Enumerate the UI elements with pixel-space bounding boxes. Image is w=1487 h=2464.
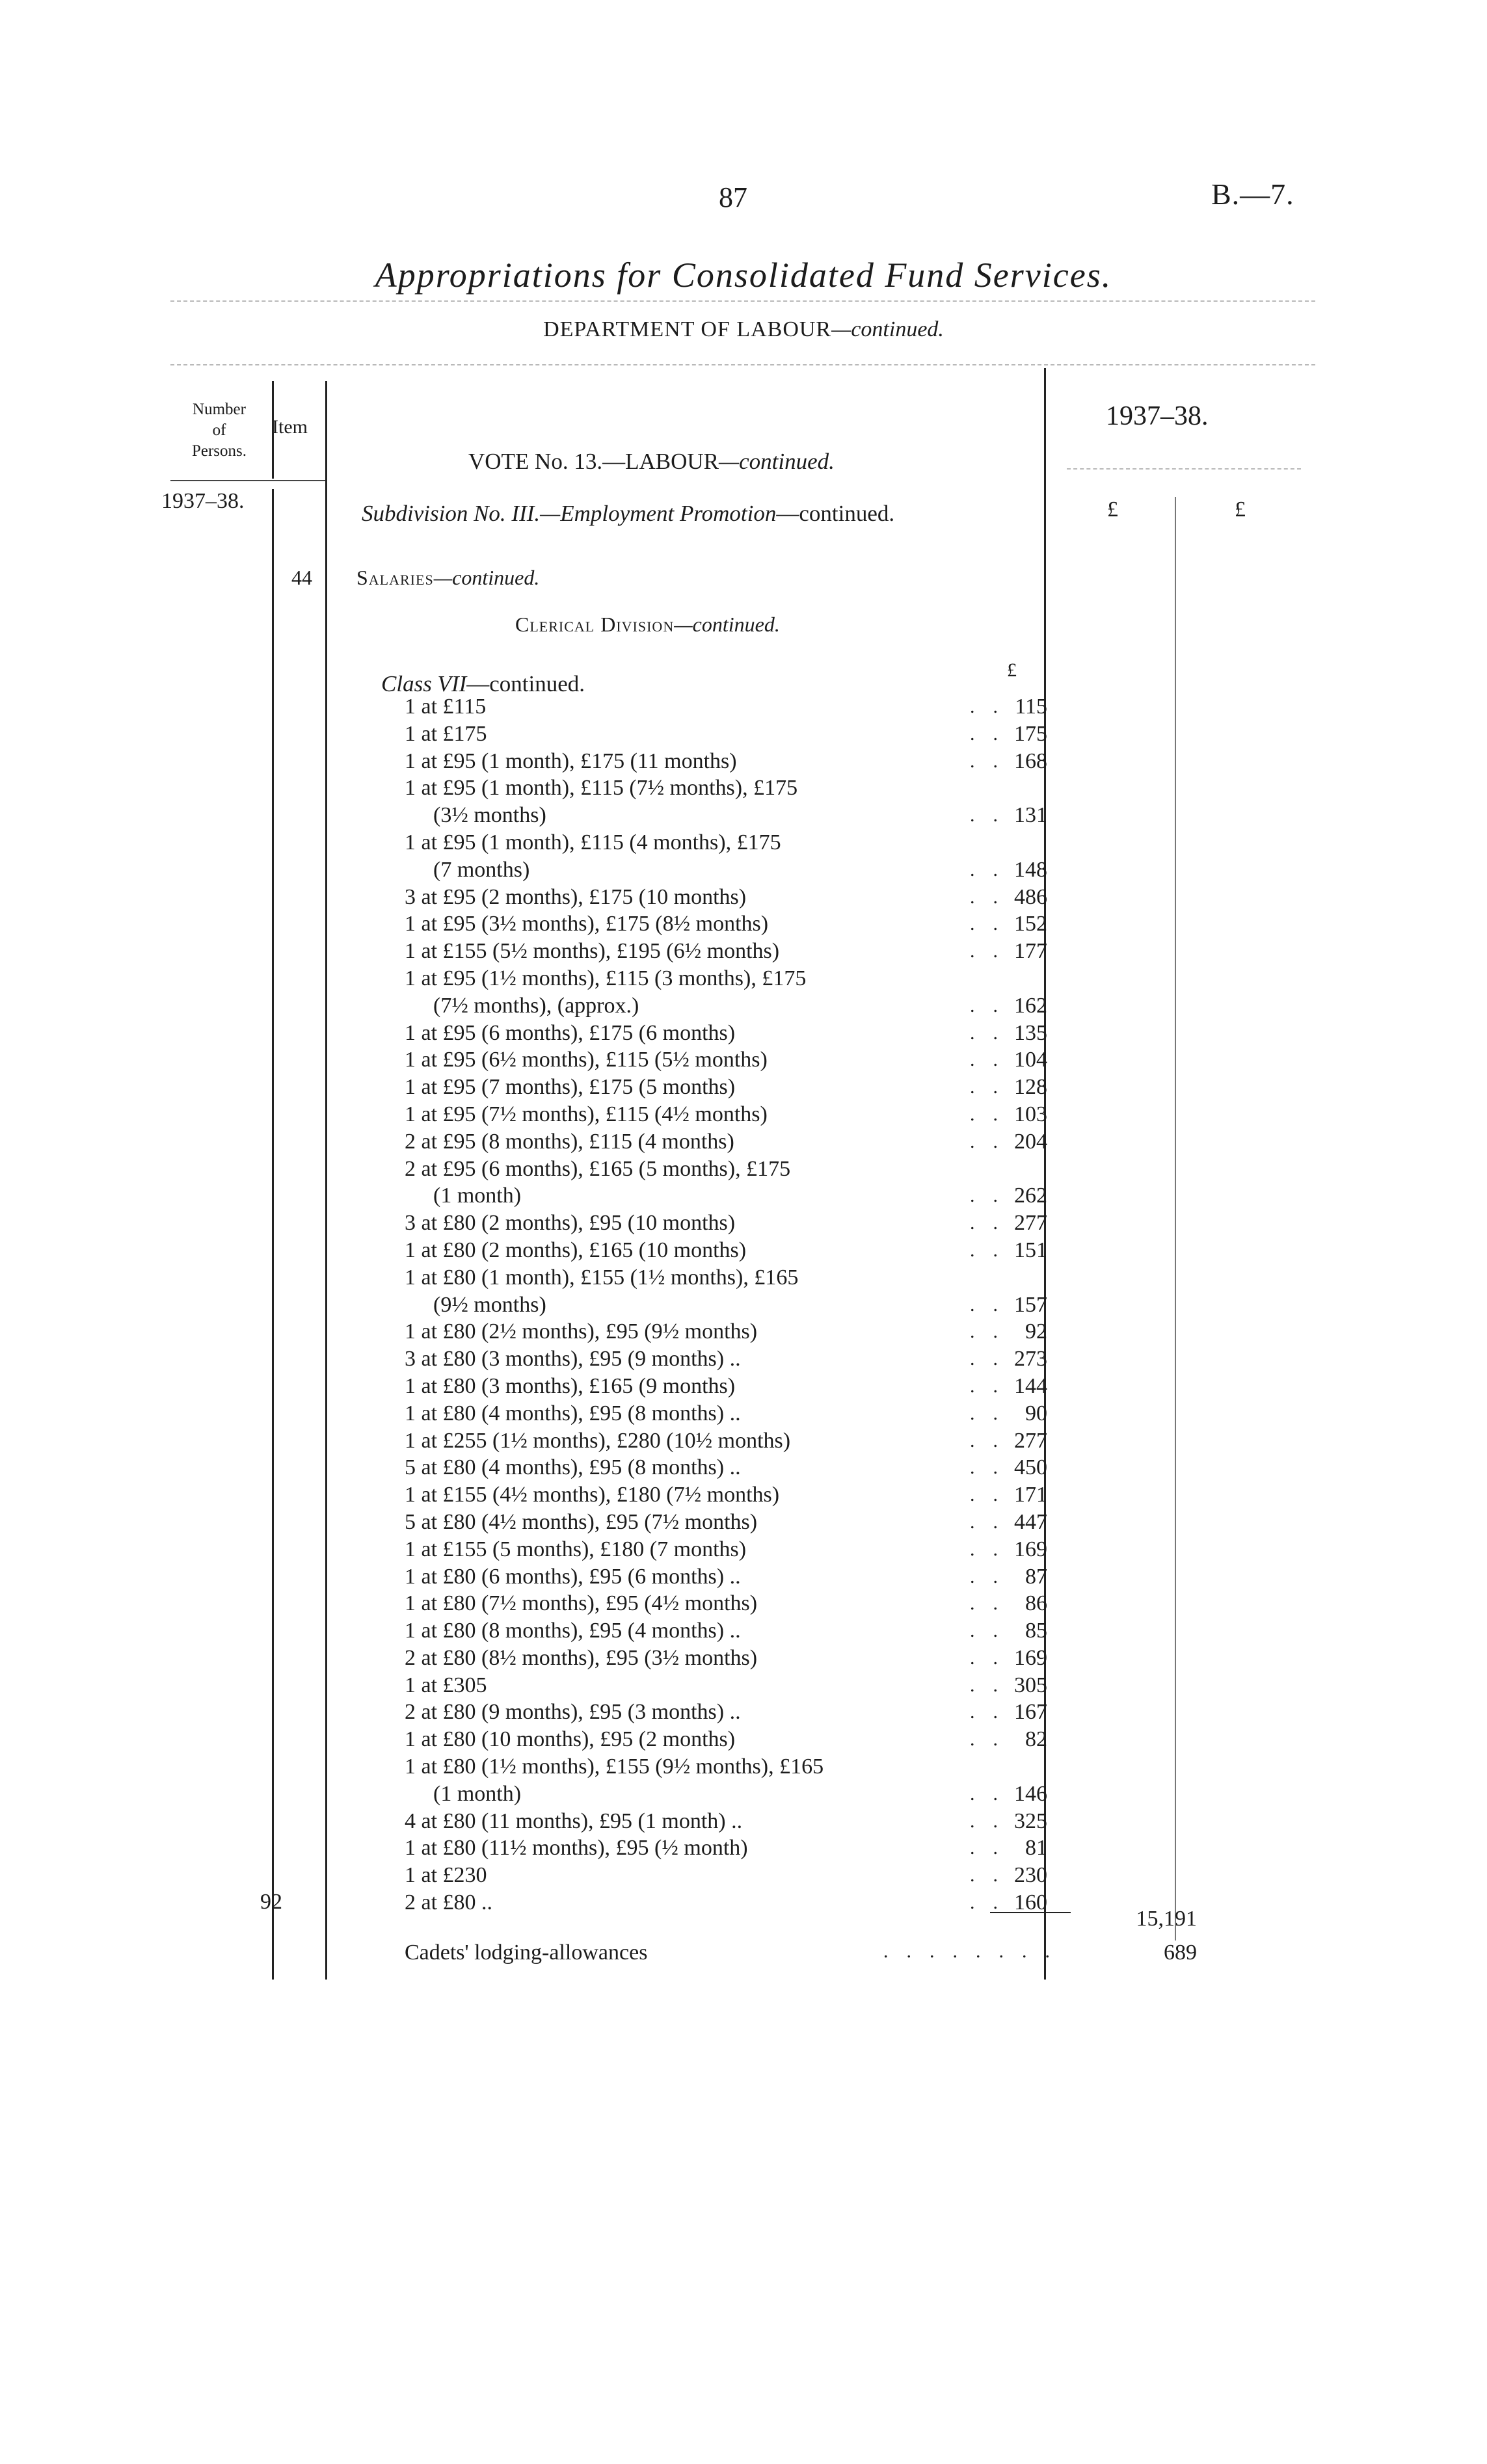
salary-entry-amount — [956, 829, 1047, 856]
salary-entry — [405, 1345, 1016, 1373]
salary-entry-text: 3 at £80 (3 months), £95 (9 months) .. — [405, 1347, 741, 1371]
salary-entry-text: 5 at £80 (4 months), £95 (8 months) .. — [405, 1455, 741, 1480]
salary-entry-text: (1 month) — [433, 1781, 522, 1806]
salary-entry-amount: 277 — [1014, 1428, 1047, 1453]
salary-entry — [405, 1427, 1016, 1455]
salary-entry-amount: 90 — [1025, 1401, 1047, 1425]
salary-entry — [405, 721, 1016, 748]
leader-dots: .. — [970, 1782, 1016, 1805]
salary-entry-amount: 128 — [1014, 1075, 1047, 1100]
salary-entry-amount: 81 — [1025, 1836, 1047, 1861]
persons-header-line: of — [212, 421, 226, 439]
salary-entry — [405, 1210, 1016, 1237]
salary-entry-amount: 447 — [1014, 1509, 1047, 1534]
salary-entry-amount: 175 — [1014, 721, 1047, 746]
leader-dots: .. — [970, 1103, 1016, 1125]
salary-entry-text: 2 at £80 (8½ months), £95 (3½ months) — [405, 1645, 758, 1670]
salary-entry-amount — [956, 775, 1047, 802]
salary-entry-amount: 115 — [1015, 695, 1047, 719]
salary-entry-text: 1 at £230 — [405, 1863, 487, 1888]
salary-entry-text: 2 at £80 (9 months), £95 (3 months) .. — [405, 1700, 741, 1725]
salary-entry — [405, 1726, 1016, 1753]
salary-entry — [405, 1237, 1016, 1264]
salary-entry-text: 1 at £80 (1 month), £155 (1½ months), £165 — [405, 1265, 799, 1290]
leader-dots: .. — [970, 1293, 1016, 1316]
leader-dots: .. — [970, 886, 1016, 908]
salary-entry — [405, 1101, 1016, 1128]
persons-column-divider — [272, 489, 274, 1980]
salary-entry-text: 5 at £80 (4½ months), £95 (7½ months) — [405, 1509, 758, 1534]
salaries-suffix: —continued. — [433, 566, 540, 589]
salary-entry-amount: 450 — [1014, 1455, 1047, 1480]
salaries-title: Salaries — [356, 566, 434, 589]
salary-entry — [405, 1536, 1016, 1563]
salary-entry-text: 3 at £80 (2 months), £95 (10 months) — [405, 1211, 736, 1236]
salary-entry-amount: 325 — [1014, 1808, 1047, 1833]
salary-entry — [405, 1563, 1016, 1591]
salary-entry-amount: 277 — [1014, 1211, 1047, 1236]
salary-entry-text: 1 at £80 (3 months), £165 (9 months) — [405, 1373, 736, 1398]
salary-entry — [405, 829, 1016, 856]
leader-dots: .. — [970, 1076, 1016, 1098]
clerical-title: Clerical Division — [515, 613, 675, 636]
leader-dots: .. — [970, 750, 1016, 772]
salary-entry-text: 1 at £95 (7 months), £175 (5 months) — [405, 1075, 736, 1100]
salary-entry-amount: 169 — [1014, 1645, 1047, 1670]
salary-entry-text: (7½ months), (approx.) — [433, 993, 639, 1018]
salary-entry-text: 1 at £305 — [405, 1673, 487, 1697]
salary-entry-amount: 104 — [1014, 1048, 1047, 1072]
salary-entry-text: 1 at £80 (8 months), £95 (4 months) .. — [405, 1619, 741, 1643]
leader-dots: .. — [970, 696, 1016, 717]
cadets-row — [405, 1941, 1068, 1965]
salary-entry — [405, 1808, 1016, 1835]
salary-entry — [405, 1264, 1016, 1292]
salary-entry-text: 1 at £95 (1 month), £115 (7½ months), £175 — [405, 776, 798, 801]
salary-entry-text: 2 at £80 .. — [405, 1890, 493, 1915]
salaries-heading — [356, 566, 539, 590]
salary-entry — [405, 1590, 1016, 1617]
salary-entry-amount: 160 — [1014, 1890, 1047, 1915]
salary-entry-text: 4 at £80 (11 months), £95 (1 month) .. — [405, 1808, 743, 1833]
department-name: DEPARTMENT OF LABOUR — [543, 317, 832, 341]
salary-entry — [405, 884, 1016, 911]
leader-dots: .. — [970, 1484, 1016, 1506]
subdivision-heading — [362, 501, 894, 527]
salary-entry — [405, 1753, 1016, 1781]
leader-dots: .. — [970, 1837, 1016, 1859]
salary-entry-amount: 230 — [1014, 1863, 1047, 1888]
salary-entry-text: 1 at £155 (5½ months), £195 (6½ months) — [405, 939, 780, 964]
cadets-label: Cadets' lodging-allowances — [405, 1941, 648, 1965]
salary-entry — [405, 1617, 1016, 1645]
leader-dots: .. — [970, 1429, 1016, 1451]
class-suffix: —continued. — [466, 671, 585, 696]
salary-entry-amount: 273 — [1014, 1347, 1047, 1371]
sum-rule — [990, 1912, 1071, 1913]
vote-suffix: —continued. — [718, 449, 835, 474]
persons-year-label: 1937–38. — [161, 489, 245, 513]
class-title: Class VII — [381, 671, 467, 696]
salary-entry — [405, 1862, 1016, 1889]
salary-entry-text: 1 at £255 (1½ months), £280 (10½ months) — [405, 1428, 791, 1453]
leader-dots: .. — [970, 858, 1016, 881]
salary-entry-text: 1 at £80 (2½ months), £95 (9½ months) — [405, 1319, 758, 1344]
leader-dots: .. — [970, 1022, 1016, 1044]
leader-dots: .. — [970, 1593, 1016, 1615]
leader-dots: .. — [970, 1212, 1016, 1234]
pound-sign-items: £ — [1007, 659, 1017, 681]
leader-dots: .. — [970, 1892, 1016, 1914]
persons-column-header — [170, 399, 268, 462]
salary-entry — [405, 1128, 1016, 1156]
salary-entry-amount — [956, 1753, 1047, 1781]
salary-entry — [405, 1645, 1016, 1672]
salary-entry-amount: 262 — [1014, 1184, 1047, 1208]
clerical-division-heading — [515, 613, 780, 637]
department-suffix: —continued. — [831, 317, 944, 341]
persons-header-line: Persons. — [191, 442, 247, 460]
leader-dots: .. — [970, 1538, 1016, 1560]
persons-total: 92 — [260, 1890, 282, 1914]
salary-entry-amount: 148 — [1014, 857, 1047, 882]
salary-entry-amount: 151 — [1014, 1238, 1047, 1262]
salary-entry-text: 1 at £95 (6½ months), £115 (5½ months) — [405, 1048, 768, 1072]
salary-entry — [405, 938, 1016, 965]
leader-dots: .. — [970, 1185, 1016, 1207]
leader-dots: .. — [970, 1402, 1016, 1424]
leader-dots: .. — [970, 1674, 1016, 1696]
salary-entry-amount — [956, 1156, 1047, 1183]
department-heading — [0, 317, 1487, 342]
leader-dots: .. — [970, 1239, 1016, 1261]
clerical-suffix: —continued. — [674, 613, 780, 636]
salary-entry-text: 1 at £80 (7½ months), £95 (4½ months) — [405, 1591, 758, 1616]
pound-sign-total: £ — [1235, 497, 1246, 522]
salary-entry — [405, 1672, 1016, 1699]
salary-entry — [405, 1156, 1016, 1183]
leader-dots: .. — [970, 1565, 1016, 1587]
leader-dots: .. — [970, 804, 1016, 827]
salary-entry-text: 2 at £95 (8 months), £115 (4 months) — [405, 1129, 734, 1154]
salary-entry-amount — [956, 1264, 1047, 1292]
salary-amounts-list — [956, 693, 1047, 1916]
salary-entry — [405, 1781, 1016, 1808]
salary-entry-text: (7 months) — [433, 857, 530, 882]
salary-entry-text: 1 at £80 (6 months), £95 (6 months) .. — [405, 1564, 741, 1589]
salary-entry-amount: 135 — [1014, 1020, 1047, 1045]
amount-column-divider — [1175, 497, 1176, 1941]
salary-entry-amount: 486 — [1014, 884, 1047, 909]
leader-dots: .. — [970, 1321, 1016, 1343]
salary-entry-amount: 131 — [1014, 803, 1047, 828]
salary-entry-text: 2 at £95 (6 months), £165 (5 months), £175 — [405, 1156, 791, 1181]
class-total: 15,191 — [1136, 1907, 1197, 1931]
vote-heading — [468, 449, 835, 475]
salary-entry-amount: 92 — [1025, 1319, 1047, 1344]
leader-dots: .. — [970, 1375, 1016, 1397]
salary-entry — [405, 1318, 1016, 1345]
salary-entry — [405, 1481, 1016, 1509]
salary-entry — [405, 1292, 1016, 1319]
salary-entry-amount: 146 — [1014, 1781, 1047, 1806]
pound-sign-subtotal: £ — [1107, 497, 1118, 522]
salary-entry-text: 1 at £95 (1 month), £175 (11 months) — [405, 748, 737, 773]
leader-dots: .. — [970, 1810, 1016, 1832]
leader-dots: .. — [970, 1864, 1016, 1887]
salary-entry — [405, 965, 1016, 992]
year-column-header: 1937–38. — [1106, 401, 1209, 431]
salary-entry — [405, 992, 1016, 1020]
leader-dots: .. — [970, 1130, 1016, 1152]
salary-entry-amount: 82 — [1025, 1727, 1047, 1752]
salary-entry — [405, 802, 1016, 829]
salary-entry-text: 3 at £95 (2 months), £175 (10 months) — [405, 884, 747, 909]
year-header-rule — [1067, 468, 1301, 470]
salary-entry-text: 1 at £155 (4½ months), £180 (7½ months) — [405, 1483, 780, 1507]
cadets-amount: 689 — [1164, 1941, 1197, 1965]
salary-entry-text: 1 at £95 (3½ months), £175 (8½ months) — [405, 912, 769, 936]
title-rule — [170, 300, 1315, 302]
salary-entry — [405, 1074, 1016, 1101]
salary-entry — [405, 910, 1016, 938]
persons-column-divider — [272, 381, 274, 479]
salary-entry-text: (1 month) — [433, 1184, 522, 1208]
leader-dots: .. — [970, 722, 1016, 745]
salary-entry — [405, 1509, 1016, 1536]
salary-entry-text: 1 at £80 (2 months), £165 (10 months) — [405, 1238, 747, 1262]
leader-dots: .. — [970, 1348, 1016, 1370]
salary-entry — [405, 775, 1016, 802]
salary-entry-amount: 169 — [1014, 1537, 1047, 1561]
salary-entry — [405, 748, 1016, 775]
leader-dots: .. — [970, 1620, 1016, 1642]
salary-entry-text: 1 at £80 (1½ months), £155 (9½ months), £165 — [405, 1755, 824, 1779]
vote-title: VOTE No. 13.—LABOUR — [468, 449, 719, 474]
salary-entry — [405, 1046, 1016, 1074]
page-number: 87 — [719, 181, 747, 213]
subdivision-title: Subdivision No. III.—Employment Promotion — [362, 501, 777, 526]
salary-entry-text: 1 at £80 (11½ months), £95 (½ month) — [405, 1836, 748, 1861]
salary-entry-text: 1 at £80 (10 months), £95 (2 months) — [405, 1727, 736, 1752]
salary-entry-text: (9½ months) — [433, 1292, 546, 1317]
persons-header-line: Number — [193, 401, 246, 418]
header-rule — [170, 364, 1315, 365]
salary-entry — [405, 1400, 1016, 1427]
salary-entry-text: (3½ months) — [433, 803, 546, 828]
salary-entry — [405, 856, 1016, 884]
document-reference: B.—7. — [1211, 178, 1294, 211]
salary-entry-amount: 85 — [1025, 1619, 1047, 1643]
salary-entry-text: 1 at £80 (4 months), £95 (8 months) .. — [405, 1401, 741, 1425]
salary-entry-amount: 167 — [1014, 1700, 1047, 1725]
salary-entry-text: 1 at £95 (1½ months), £115 (3 months), £175 — [405, 966, 807, 990]
salary-entry-text: 1 at £175 — [405, 721, 487, 746]
salary-entry — [405, 1835, 1016, 1862]
salary-entry-amount: 168 — [1014, 748, 1047, 773]
persons-header-rule — [170, 480, 327, 481]
salary-entry-amount: 305 — [1014, 1673, 1047, 1697]
salary-entry-text: 1 at £115 — [405, 695, 487, 719]
page-title: Appropriations for Consolidated Fund Services. — [375, 256, 1112, 295]
leader-dots: .. — [970, 1701, 1016, 1723]
salary-entry-amount: 204 — [1014, 1129, 1047, 1154]
leader-dots: .. — [970, 1457, 1016, 1479]
salary-entry-text: 1 at £95 (6 months), £175 (6 months) — [405, 1020, 736, 1045]
salary-entry — [405, 693, 1016, 721]
leader-dots: .. — [970, 1049, 1016, 1071]
leader-dots: .. — [970, 994, 1016, 1016]
salary-entry-amount: 144 — [1014, 1373, 1047, 1398]
salary-entry — [405, 1699, 1016, 1726]
salary-entry — [405, 1889, 1016, 1916]
item-number: 44 — [291, 566, 312, 589]
item-column-header: Item — [272, 416, 308, 438]
salary-entry — [405, 1454, 1016, 1481]
salary-entry-amount: 87 — [1025, 1564, 1047, 1589]
salary-entry-amount: 177 — [1014, 939, 1047, 964]
leader-dots: .. — [970, 940, 1016, 962]
salary-entries-list — [405, 693, 1016, 1916]
salary-entry-text: 1 at £95 (7½ months), £115 (4½ months) — [405, 1102, 768, 1126]
leader-dots: .. — [970, 1511, 1016, 1533]
salary-entry-amount: 86 — [1025, 1591, 1047, 1616]
salary-entry — [405, 1020, 1016, 1047]
leader-dots: .. — [970, 1729, 1016, 1751]
item-column-divider — [325, 381, 327, 1980]
salary-entry — [405, 1373, 1016, 1400]
subdivision-suffix: —continued. — [776, 501, 895, 526]
salary-entry-amount: 171 — [1014, 1483, 1047, 1507]
salary-entry-text: 1 at £95 (1 month), £115 (4 months), £175 — [405, 830, 781, 854]
salary-entry-text: 1 at £155 (5 months), £180 (7 months) — [405, 1537, 747, 1561]
salary-entry-amount: 152 — [1014, 912, 1047, 936]
salary-entry-amount — [956, 965, 1047, 992]
leader-dots: .. — [970, 1647, 1016, 1669]
salary-entry-amount: 157 — [1014, 1292, 1047, 1317]
leader-dots: .. — [970, 913, 1016, 935]
salary-entry-amount: 162 — [1014, 993, 1047, 1018]
salary-entry-amount: 103 — [1014, 1102, 1047, 1126]
salary-entry — [405, 1182, 1016, 1210]
leader-dots: ........ — [883, 1941, 1068, 1962]
